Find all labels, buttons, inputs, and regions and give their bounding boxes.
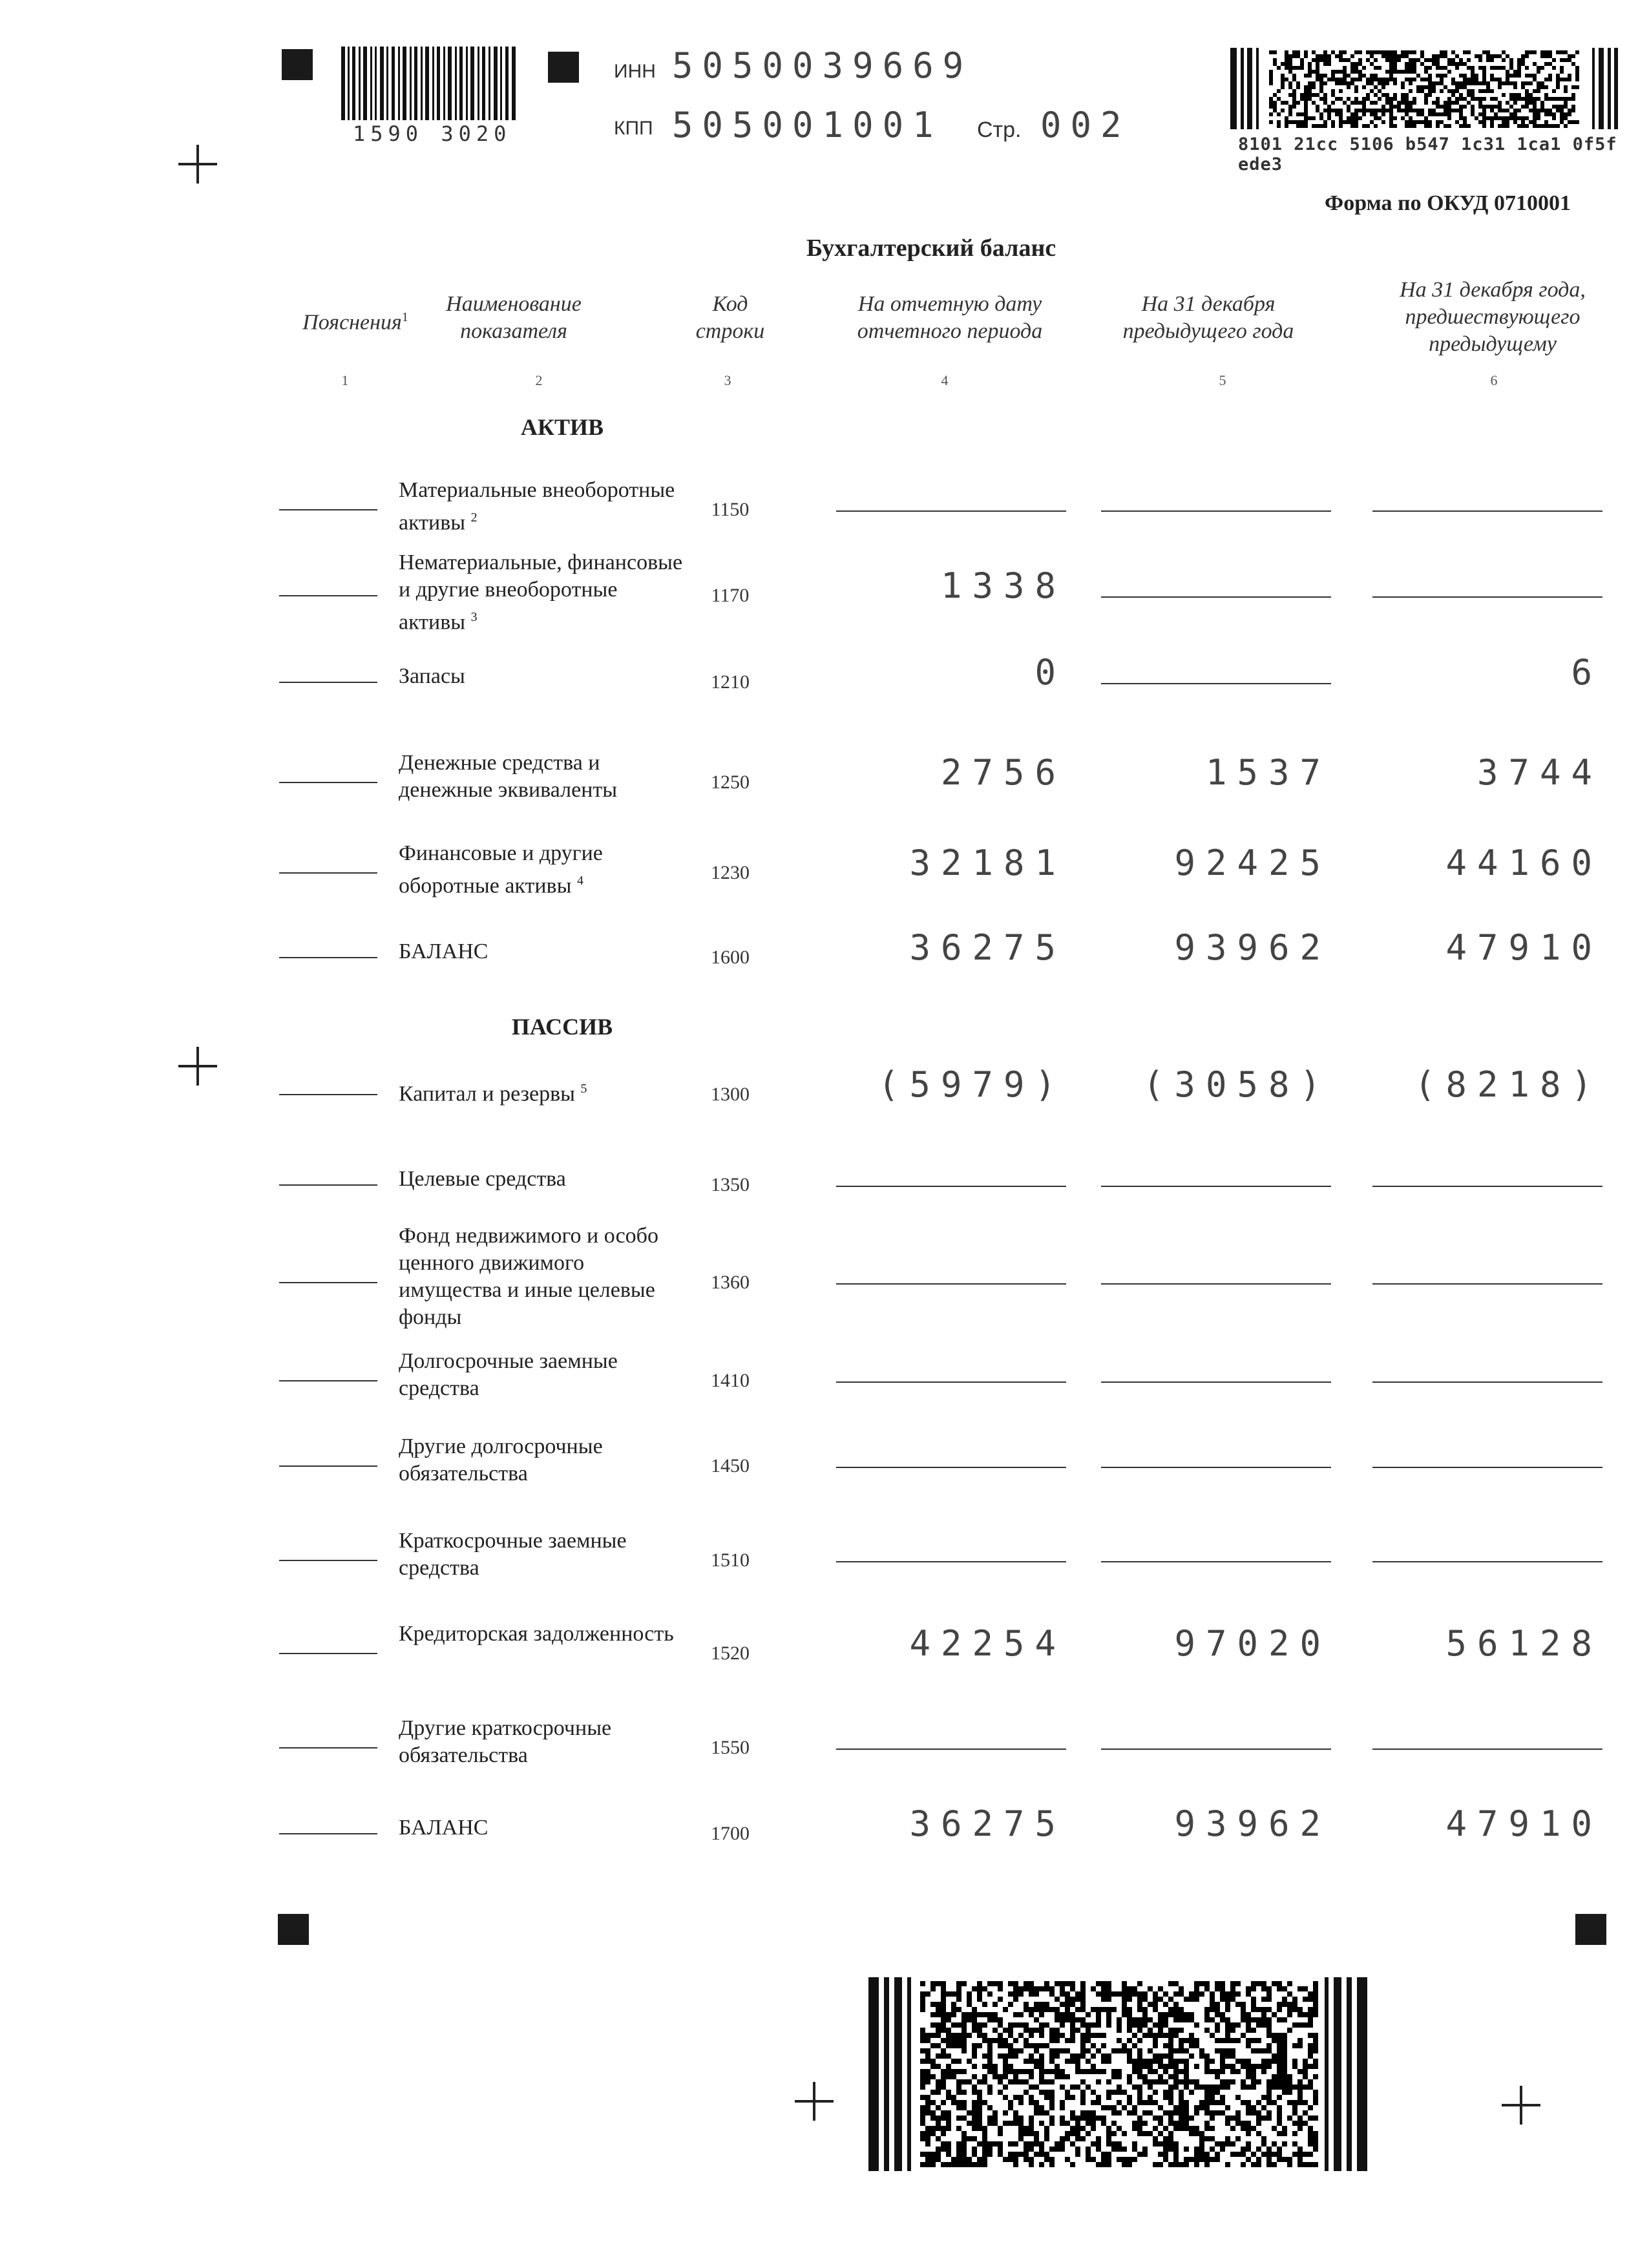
okud-label: Форма по ОКУД 0710001: [1325, 191, 1571, 215]
row-code: 1350: [711, 1174, 750, 1195]
row-name-text: Другие долгосрочные обязательства: [399, 1434, 603, 1486]
row-code: 1700: [711, 1823, 750, 1844]
row-name: [399, 1715, 683, 1769]
notes-blank: [279, 957, 377, 958]
column-number: 2: [535, 372, 543, 388]
row-blank-col4: [836, 510, 1066, 512]
page-value: 002: [1040, 105, 1131, 145]
row-name: [399, 663, 683, 690]
column-header-prev-prev-year: На 31 декабря года, предшествующего предыдущему: [1400, 278, 1586, 356]
column-number: 6: [1490, 372, 1498, 388]
row-value-col4: 42254: [909, 1623, 1066, 1664]
column-header-prev-year: На 31 декабря предыдущего года: [1122, 292, 1294, 343]
row-value-col4: 36275: [909, 927, 1066, 968]
notes-blank: [279, 1184, 377, 1186]
row-code: 1230: [711, 862, 750, 883]
row-blank-col4: [836, 1748, 1066, 1750]
alignment-marker-bottom-right: [1575, 1914, 1606, 1945]
crosshair-bottom-center: [795, 2082, 834, 2121]
row-name-text: Нематериальные, финансовые и другие внеоборотные активы: [399, 551, 683, 635]
row-code: 1250: [711, 772, 750, 793]
row-blank-col6: [1372, 1467, 1602, 1468]
row-blank-col4: [836, 1186, 1066, 1187]
row-name: [399, 1814, 683, 1842]
footnote-ref: 4: [576, 874, 583, 888]
row-name-text: Краткосрочные заемные средства: [399, 1529, 627, 1580]
datamatrix-barcode-top: [1230, 48, 1618, 129]
row-value-col4: 32181: [909, 843, 1066, 883]
page-title: Бухгалтерский баланс: [806, 235, 1056, 262]
row-value-col6: 3744: [1476, 752, 1602, 793]
row-blank-col5: [1101, 596, 1331, 598]
crosshair-top-left: [178, 145, 217, 184]
notes-blank: [279, 782, 377, 783]
row-name: [399, 477, 683, 536]
row-name-text: Кредиторская задолженность: [399, 1622, 674, 1646]
notes-blank: [279, 1747, 377, 1748]
notes-blank: [279, 1094, 377, 1095]
row-blank-col5: [1101, 1467, 1331, 1468]
row-value-col4: 1338: [940, 565, 1066, 606]
column-number: 4: [941, 372, 949, 388]
row-value-col6: 47910: [1445, 927, 1602, 968]
row-name: [399, 1075, 683, 1108]
column-header-current: На отчетную дату отчетного периода: [857, 292, 1043, 343]
row-blank-col4: [836, 1467, 1066, 1468]
row-value-col5: 93962: [1174, 1803, 1331, 1844]
kpp-label: КПП: [614, 118, 653, 139]
row-code: 1150: [711, 499, 750, 520]
row-name: [399, 840, 683, 899]
row-blank-col6: [1372, 1381, 1602, 1383]
row-value-col6: 44160: [1445, 843, 1602, 883]
row-code: 1210: [711, 671, 750, 693]
row-blank-col4: [836, 1283, 1066, 1285]
inn-label: ИНН: [614, 61, 656, 82]
row-name-text: Капитал и резервы: [399, 1082, 576, 1106]
barcode-number: 1590 3020: [353, 121, 512, 146]
row-name-text: Другие краткосрочные обязательства: [399, 1716, 612, 1767]
column-header-code: Код строки: [695, 292, 765, 343]
footnote-ref: 2: [470, 510, 478, 525]
row-value-col4: 36275: [909, 1803, 1066, 1844]
row-code: 1520: [711, 1643, 750, 1664]
column-header-notes: Пояснения$^1$: [302, 310, 408, 335]
row-name-text: Финансовые и другие оборотные активы: [399, 841, 603, 898]
column-number: 5: [1219, 372, 1226, 388]
alignment-marker-bottom-left: [278, 1914, 309, 1945]
linear-barcode: [341, 47, 516, 120]
row-name-text: Долгосрочные заемные средства: [399, 1349, 618, 1400]
row-blank-col5: [1101, 1381, 1331, 1383]
row-code: 1170: [711, 585, 750, 606]
notes-blank: [279, 1653, 377, 1654]
inn-value: 5050039669: [672, 45, 973, 86]
row-blank-col6: [1372, 1283, 1602, 1285]
row-name: [399, 1223, 683, 1331]
column-header-name: Наименование показателя: [446, 292, 582, 343]
row-blank-col6: [1372, 1186, 1602, 1187]
column-number: 3: [724, 372, 731, 388]
row-value-col5: (3058): [1142, 1064, 1331, 1105]
row-name-text: Фонд недвижимого и особо ценного движимого имущества и иные целевые фонды: [399, 1224, 658, 1329]
row-blank-col6: [1372, 1561, 1602, 1562]
row-name-text: Целевые средства: [399, 1167, 566, 1191]
crosshair-middle-left: [178, 1047, 217, 1086]
row-value-col5: 92425: [1174, 843, 1331, 883]
row-value-col5: 97020: [1174, 1623, 1331, 1664]
row-code: 1360: [711, 1272, 750, 1293]
notes-blank: [279, 1465, 377, 1467]
kpp-value: 505001001: [672, 105, 943, 145]
row-name-text: Запасы: [399, 664, 465, 688]
alignment-marker-top-left: [282, 49, 313, 80]
row-name-text: Материальные внеоборотные активы: [399, 478, 675, 535]
row-name: [399, 1166, 683, 1193]
notes-blank: [279, 509, 377, 510]
alignment-marker-top-middle: [548, 52, 579, 83]
section-liabilities: ПАССИВ: [511, 1014, 613, 1040]
column-number: 1: [341, 372, 349, 388]
row-value-col6: 6: [1571, 652, 1602, 693]
row-blank-col5: [1101, 1561, 1331, 1562]
notes-blank: [279, 1833, 377, 1834]
footnote-ref: 5: [580, 1082, 587, 1096]
row-name: [399, 1433, 683, 1487]
row-code: 1450: [711, 1455, 750, 1476]
row-code: 1410: [711, 1370, 750, 1391]
row-name: [399, 750, 683, 804]
row-blank-col4: [836, 1561, 1066, 1562]
row-value-col4: 0: [1035, 652, 1066, 693]
row-name: [399, 1621, 683, 1648]
row-name-text: БАЛАНС: [399, 1816, 488, 1840]
row-blank-col5: [1101, 1748, 1331, 1750]
row-blank-col5: [1101, 1186, 1331, 1187]
notes-blank: [279, 1560, 377, 1561]
row-name: [399, 1528, 683, 1582]
row-blank-col5: [1101, 683, 1331, 684]
notes-blank: [279, 1380, 377, 1381]
row-blank-col6: [1372, 510, 1602, 512]
row-name-text: БАЛАНС: [399, 940, 488, 963]
crosshair-bottom-right: [1502, 2086, 1540, 2125]
row-value-col6: 56128: [1445, 1623, 1602, 1664]
row-blank-col5: [1101, 1283, 1331, 1285]
datamatrix-barcode-bottom: [868, 1977, 1367, 2171]
row-value-col6: (8218): [1414, 1064, 1602, 1105]
row-code: 1300: [711, 1084, 750, 1105]
page-label: Стр.: [977, 118, 1022, 142]
datamatrix-code-text: 8101 21cc 5106 b547 1c31 1ca1 0f5f ede3: [1238, 134, 1617, 174]
row-value-col5: 93962: [1174, 927, 1331, 968]
notes-blank: [279, 872, 377, 874]
notes-blank: [279, 595, 377, 596]
row-value-col4: (5979): [877, 1064, 1066, 1105]
row-code: 1600: [711, 947, 750, 968]
row-name: [399, 1348, 683, 1402]
row-name-text: Денежные средства и денежные эквиваленты: [399, 751, 618, 802]
row-blank-col5: [1101, 510, 1331, 512]
section-assets: АКТИВ: [520, 414, 604, 440]
row-blank-col6: [1372, 1748, 1602, 1750]
row-name: [399, 549, 683, 636]
row-code: 1510: [711, 1549, 750, 1571]
row-value-col6: 47910: [1445, 1803, 1602, 1844]
notes-blank: [279, 1282, 377, 1283]
row-blank-col4: [836, 1381, 1066, 1383]
row-blank-col6: [1372, 596, 1602, 598]
footnote-ref: 3: [470, 610, 478, 624]
notes-blank: [279, 682, 377, 683]
row-code: 1550: [711, 1737, 750, 1758]
row-name: [399, 938, 683, 965]
row-value-col5: 1537: [1205, 752, 1331, 793]
row-value-col4: 2756: [940, 752, 1066, 793]
